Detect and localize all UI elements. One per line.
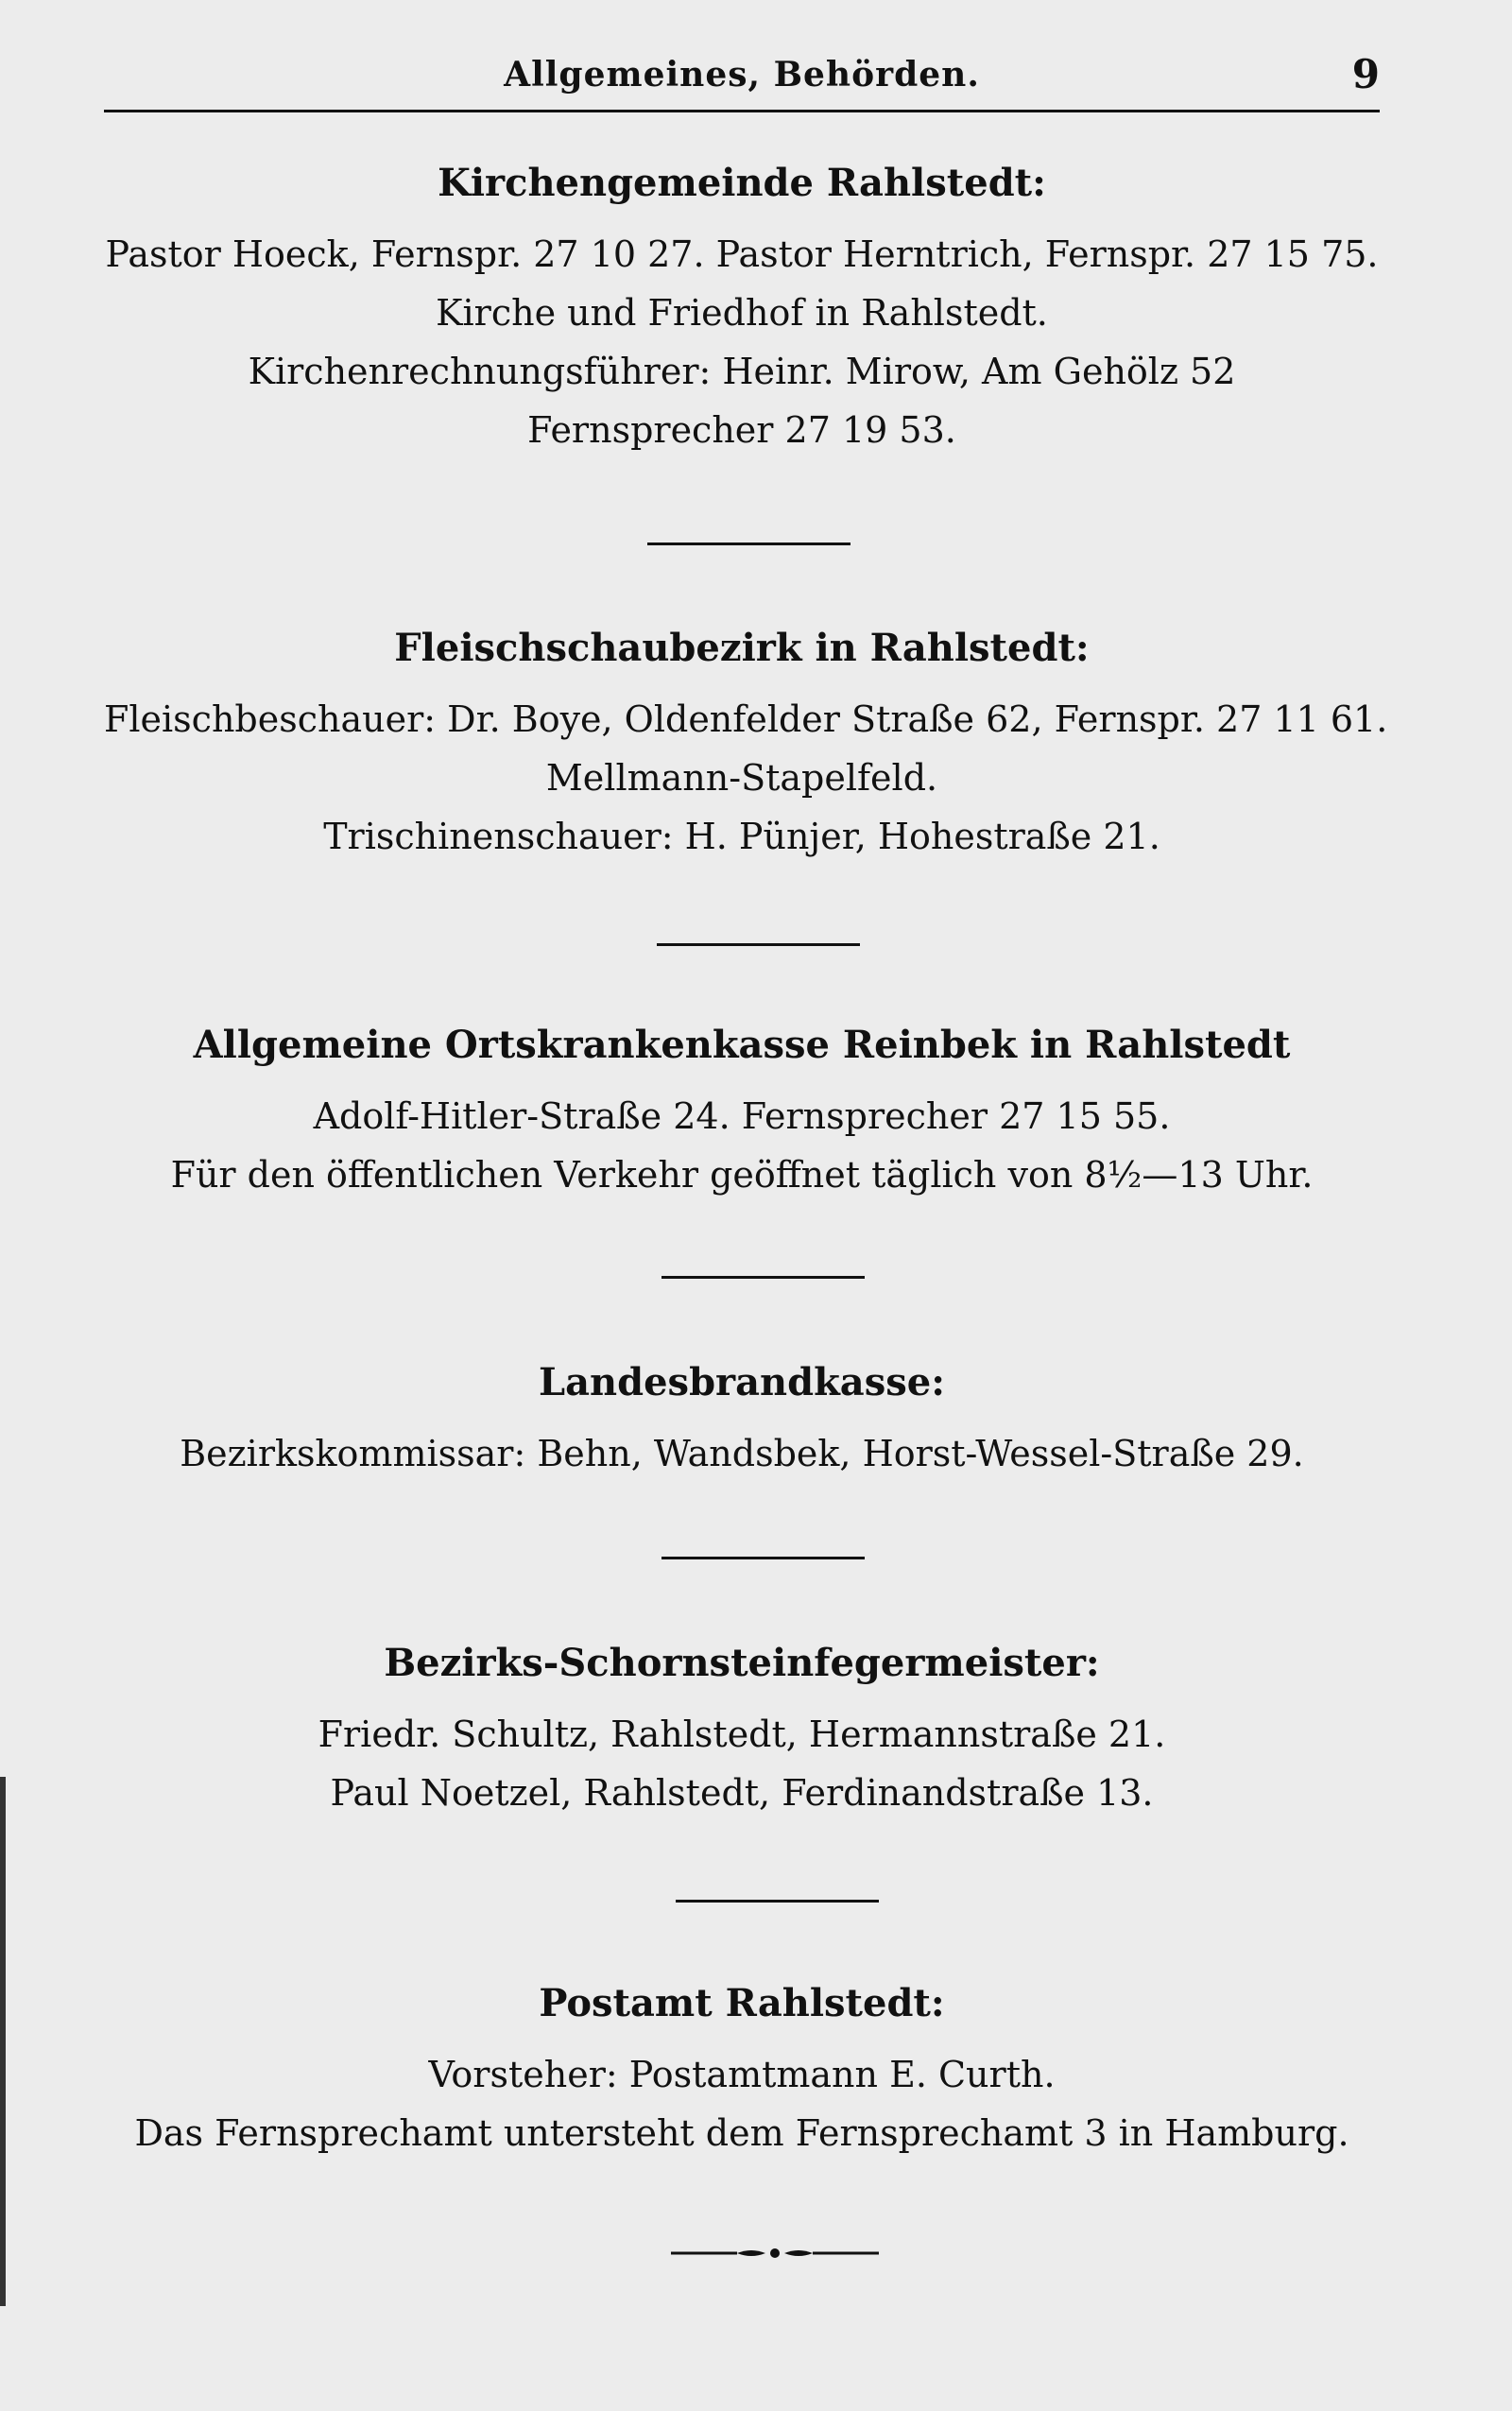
section-schornsteinfeger: [104, 1639, 1380, 1822]
section-postamt: [104, 1979, 1380, 2162]
section-fleischschaubezirk: [104, 624, 1388, 866]
section-divider: [647, 542, 850, 545]
text-line: Bezirkskommissar: Behn, Wandsbek, Horst-Wessel-Straße 29.: [180, 1433, 1304, 1474]
text-line: Trischinenschauer: H. Pünjer, Hohestraße 21.: [323, 816, 1160, 857]
text-line: Friedr. Schultz, Rahlstedt, Hermannstraße 21.: [318, 1714, 1166, 1755]
section-title: Fleischschaubezirk in Rahlstedt:: [394, 626, 1090, 670]
section-divider: [662, 1276, 865, 1279]
text-line: Kirchenrechnungsführer: Heinr. Mirow, Am Gehölz 52: [248, 351, 1236, 392]
text-line: Paul Noetzel, Rahlstedt, Ferdinandstraße 13.: [330, 1772, 1154, 1814]
text-line: Das Fernsprechamt untersteht dem Fernsprechamt 3 in Hamburg.: [134, 2112, 1349, 2154]
text-line: Mellmann-Stapelfeld.: [545, 757, 938, 799]
text-line: Fernsprecher 27 19 53.: [527, 409, 956, 451]
running-head: Allgemeines, Behörden.: [504, 55, 980, 95]
section-divider: [676, 1900, 879, 1903]
page-edge-shadow: [0, 1777, 6, 2306]
section-landesbrandkasse: [104, 1358, 1380, 1483]
section-divider: [657, 943, 860, 946]
section-divider: [662, 1557, 865, 1559]
text-line: Pastor Hoeck, Fernspr. 27 10 27. Pastor Herntrich, Fernspr. 27 15 75.: [105, 233, 1379, 275]
end-ornament-icon: [671, 2246, 879, 2261]
page-header: [104, 51, 1380, 112]
section-title: Bezirks-Schornsteinfegermeister:: [384, 1641, 1100, 1685]
section-title: Kirchengemeinde Rahlstedt:: [438, 161, 1046, 205]
text-line: Kirche und Friedhof in Rahlstedt.: [436, 292, 1048, 334]
text-line: Fleischbeschauer: Dr. Boye, Oldenfelder Straße 62, Fernspr. 27 11 61.: [104, 698, 1388, 740]
section-kirchengemeinde: [104, 159, 1380, 459]
text-line: Adolf-Hitler-Straße 24. Fernsprecher 27 15 55.: [313, 1095, 1171, 1137]
page-number: 9: [1351, 51, 1380, 97]
section-title: Landesbrandkasse:: [539, 1360, 945, 1404]
section-title: Allgemeine Ortskrankenkasse Reinbek in Rahlstedt: [193, 1023, 1291, 1067]
text-line: Vorsteher: Postamtmann E. Curth.: [428, 2054, 1056, 2095]
section-ortskrankenkasse: [104, 1021, 1380, 1204]
header-rule: [104, 110, 1380, 112]
text-line: Für den öffentlichen Verkehr geöffnet täglich von 8½—13 Uhr.: [170, 1154, 1314, 1196]
section-title: Postamt Rahlstedt:: [539, 1981, 945, 2025]
